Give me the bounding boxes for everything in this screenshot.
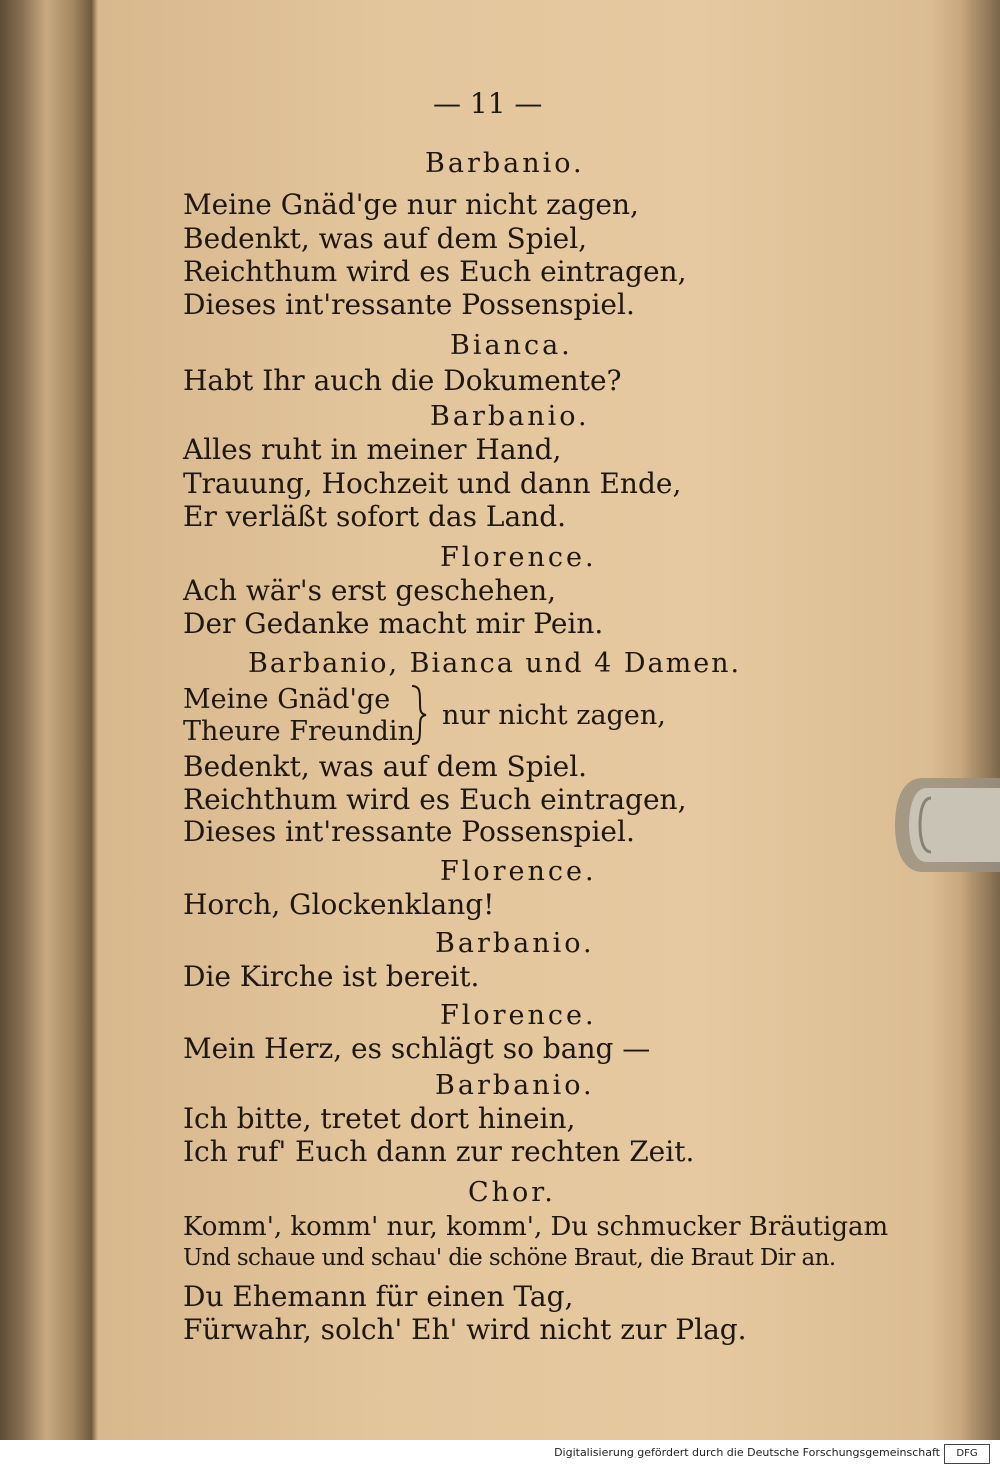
verse-line: Die Kirche ist bereit. bbox=[183, 960, 480, 993]
speaker-heading: Barbanio, Bianca und 4 Damen. bbox=[248, 648, 742, 679]
speaker-heading: Barbanio. bbox=[430, 401, 590, 432]
verse-line: Ich ruf' Euch dann zur rechten Zeit. bbox=[183, 1135, 695, 1168]
verse-line: Ich bitte, tretet dort hinein, bbox=[183, 1102, 576, 1135]
verse-line: Du Ehemann für einen Tag, bbox=[183, 1280, 574, 1313]
verse-line: Er verläßt sofort das Land. bbox=[183, 500, 567, 533]
verse-line: Bedenkt, was auf dem Spiel, bbox=[183, 222, 588, 255]
verse-line: Meine Gnäd'ge bbox=[183, 684, 391, 715]
page-number: — 11 — bbox=[433, 87, 543, 120]
speaker-heading: Florence. bbox=[440, 542, 597, 573]
funding-credit: Digitalisierung gefördert durch die Deutsche Forschungsgemeinschaft bbox=[554, 1446, 940, 1459]
verse-line: Und schaue und schau' die schöne Braut, die Braut Dir an. bbox=[183, 1245, 836, 1271]
verse-line: Reichthum wird es Euch eintragen, bbox=[183, 255, 687, 288]
verse-line: nur nicht zagen, bbox=[442, 700, 666, 731]
verse-line: Trauung, Hochzeit und dann Ende, bbox=[183, 467, 682, 500]
verse-line: Habt Ihr auch die Dokumente? bbox=[183, 364, 622, 397]
verse-line: Meine Gnäd'ge nur nicht zagen, bbox=[183, 188, 639, 221]
speaker-heading: Barbanio. bbox=[435, 928, 595, 959]
verse-line: Der Gedanke macht mir Pein. bbox=[183, 607, 604, 640]
speaker-heading: Chor. bbox=[468, 1177, 556, 1208]
verse-line: Theure Freundin bbox=[183, 716, 415, 747]
verse-line: Komm', komm' nur, komm', Du schmucker Bräutigam bbox=[183, 1212, 889, 1242]
verse-line: Ach wär's erst geschehen, bbox=[183, 574, 557, 607]
paper-clip-icon bbox=[893, 770, 1000, 880]
verse-line: Reichthum wird es Euch eintragen, bbox=[183, 783, 687, 816]
speaker-heading: Barbanio. bbox=[425, 148, 585, 179]
verse-line: Alles ruht in meiner Hand, bbox=[183, 433, 562, 466]
dfg-logo: DFG bbox=[944, 1444, 990, 1464]
page-shadow bbox=[960, 0, 1000, 1440]
curly-brace-icon bbox=[408, 684, 428, 746]
speaker-heading: Bianca. bbox=[450, 330, 573, 361]
verse-line: Mein Herz, es schlägt so bang — bbox=[183, 1032, 651, 1065]
speaker-heading: Florence. bbox=[440, 1000, 597, 1031]
verse-line: Dieses int'ressante Possenspiel. bbox=[183, 815, 635, 848]
verse-line: Dieses int'ressante Possenspiel. bbox=[183, 288, 635, 321]
book-gutter bbox=[0, 0, 92, 1440]
verse-line: Fürwahr, solch' Eh' wird nicht zur Plag. bbox=[183, 1313, 747, 1346]
verse-line: Horch, Glockenklang! bbox=[183, 888, 495, 921]
verse-line: Bedenkt, was auf dem Spiel. bbox=[183, 750, 588, 783]
footer-bar bbox=[0, 1440, 1000, 1468]
speaker-heading: Barbanio. bbox=[435, 1070, 595, 1101]
speaker-heading: Florence. bbox=[440, 856, 597, 887]
